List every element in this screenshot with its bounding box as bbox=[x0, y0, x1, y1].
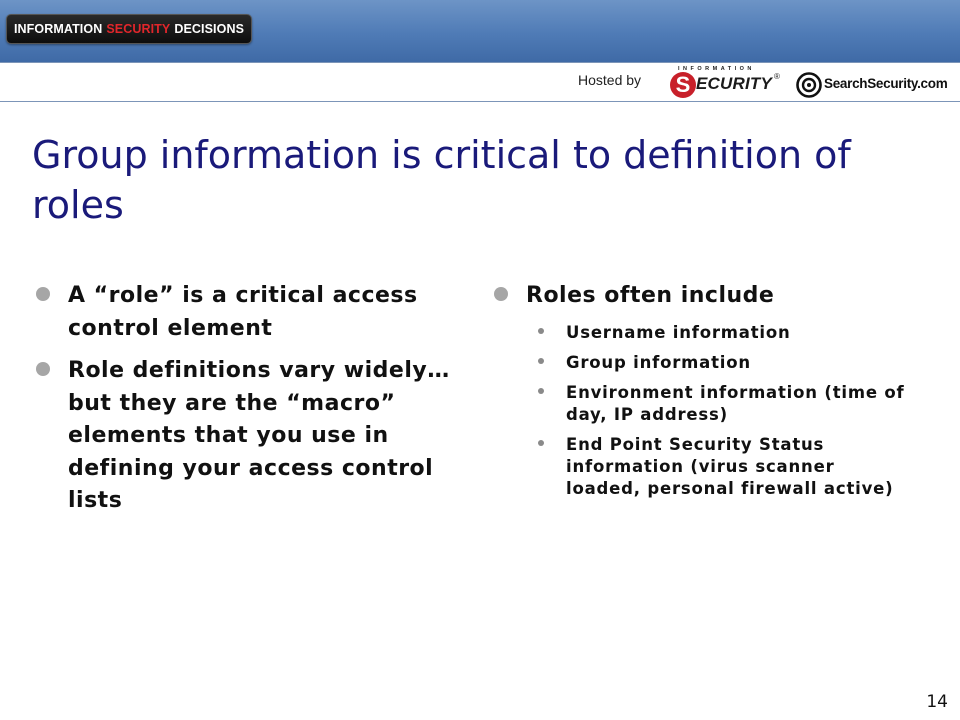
information-security-logo-s: S bbox=[670, 72, 696, 98]
sub-list-item bbox=[494, 434, 914, 500]
sub-bullet-icon bbox=[538, 328, 544, 334]
left-column bbox=[36, 280, 456, 528]
event-logo-part1: INFORMATION bbox=[13, 22, 103, 36]
bullet-heading: Roles often include bbox=[526, 283, 775, 308]
information-security-logo-word: ECURITY bbox=[696, 74, 773, 93]
sub-list-item bbox=[494, 352, 914, 374]
sub-list-item bbox=[494, 382, 914, 426]
sub-bullet-text: Username information bbox=[566, 323, 791, 342]
sub-bullet-text: End Point Security Status information (virus scanner loaded, personal firewall active) bbox=[566, 435, 894, 498]
list-item bbox=[36, 280, 456, 345]
information-security-logo-small: INFORMATION bbox=[678, 66, 755, 72]
right-column bbox=[494, 280, 914, 508]
sub-bullet-text: Group information bbox=[566, 353, 751, 372]
list-item bbox=[494, 280, 914, 312]
bullet-icon bbox=[36, 287, 50, 301]
bullet-icon bbox=[494, 287, 508, 301]
registered-mark: ® bbox=[774, 72, 780, 81]
sub-list-item bbox=[494, 322, 914, 344]
hosted-by-label: Hosted by bbox=[578, 72, 642, 88]
event-logo bbox=[6, 14, 252, 44]
slide-title: Group information is critical to definition of roles bbox=[32, 133, 851, 227]
event-logo-part3: DECISIONS bbox=[174, 22, 245, 36]
sub-bullet-icon bbox=[538, 440, 544, 446]
sub-bullet-text: Environment information (time of day, IP address) bbox=[566, 383, 905, 424]
searchsecurity-logo-text: SearchSecurity.com bbox=[824, 76, 948, 91]
sub-bullet-icon bbox=[538, 358, 544, 364]
bullet-icon bbox=[36, 362, 50, 376]
event-logo-part2: SECURITY bbox=[106, 22, 171, 36]
searchsecurity-logo bbox=[796, 70, 948, 98]
bullet-text: Role definitions vary widely… but they are the “macro” elements that you use in defining your access control lists bbox=[68, 358, 450, 513]
sub-bullet-icon bbox=[538, 388, 544, 394]
list-item bbox=[36, 355, 456, 518]
target-eye-icon bbox=[796, 72, 822, 98]
bullet-text: A “role” is a critical access control element bbox=[68, 283, 418, 341]
page-number: 14 bbox=[926, 692, 948, 712]
information-security-logo bbox=[668, 66, 788, 100]
